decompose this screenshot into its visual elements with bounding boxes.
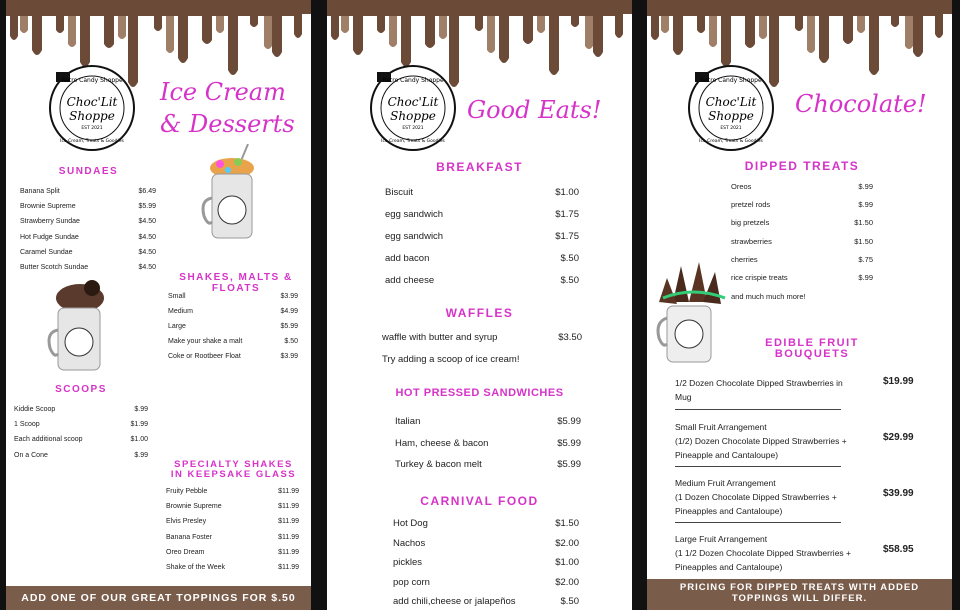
section-heading-breakfast: BREAKFAST <box>436 160 523 174</box>
menu-item-price: $1.00 <box>130 436 148 444</box>
menu-item-price: $6.49 <box>138 188 156 195</box>
dipped-more-note <box>731 291 881 303</box>
menu-item <box>393 594 579 610</box>
menu-item-name: waffle with butter and syrup <box>382 332 498 343</box>
footer-line2: TOPPINGS WILL DIFFER. <box>731 593 868 604</box>
menu-item-name: Banana Foster <box>166 533 212 541</box>
menu-item <box>20 232 156 244</box>
bouquet-description-line: (1 Dozen Chocolate Dipped Strawberries + <box>675 492 837 502</box>
page-title: Chocolate! <box>795 90 927 118</box>
menu-item <box>14 434 148 446</box>
menu-item-price: $.50 <box>560 253 579 264</box>
menu-item-price: $11.99 <box>278 533 299 541</box>
section-heading-carnival: CARNIVAL FOOD <box>420 494 539 508</box>
menu-item <box>166 547 299 559</box>
section-heading-waffles: WAFFLES <box>445 306 514 320</box>
bouquet-price: $58.95 <box>883 544 914 555</box>
svg-text:Ice Cream, Treats & Goodies: Ice Cream, Treats & Goodies <box>381 139 445 144</box>
svg-text:Shoppe: Shoppe <box>390 109 436 123</box>
svg-text:Choc'Lit: Choc'Lit <box>66 95 118 109</box>
svg-text:EST 2021: EST 2021 <box>81 126 103 131</box>
svg-text:Choc'Lit: Choc'Lit <box>387 95 439 109</box>
menu-item <box>168 321 298 333</box>
menu-item-name: Oreos <box>731 182 752 191</box>
menu-item <box>393 516 579 532</box>
page-title-line1: Ice Cream <box>160 78 286 106</box>
waffle-note-text: Try adding a scoop of ice cream! <box>382 354 520 365</box>
menu-item-name: Italian <box>395 416 421 427</box>
menu-item-price: $3.50 <box>558 332 582 343</box>
menu-item <box>168 351 298 363</box>
menu-item <box>166 516 299 528</box>
menu-item-name: add cheese <box>385 275 435 286</box>
bouquet-description-line: Pineapple and Cantaloupe) <box>675 450 779 460</box>
svg-text:Retro Candy Shoppe: Retro Candy Shoppe <box>382 77 444 84</box>
menu-item-price: $.75 <box>858 254 873 264</box>
bouquet-description-line: Pineapples and Cantaloupe) <box>675 506 783 516</box>
menu-item-name: Brownie Supreme <box>20 203 76 211</box>
menu-item-name: Kiddie Scoop <box>14 406 56 413</box>
menu-panel-chocolate <box>647 0 952 610</box>
menu-item-name: Turkey & bacon melt <box>395 459 482 470</box>
menu-item-price: $11.99 <box>278 503 299 511</box>
menu-item-price: $5.99 <box>280 323 298 330</box>
section-heading-specialty <box>166 460 301 480</box>
menu-item <box>393 575 579 591</box>
menu-item-name: Ham, cheese & bacon <box>395 437 489 449</box>
bouquet-description <box>675 376 879 404</box>
menu-item-name: cherries <box>731 254 758 264</box>
page-title: Good Eats! <box>467 96 602 124</box>
menu-item <box>14 419 148 431</box>
menu-item <box>20 186 156 198</box>
menu-item-price: $11.99 <box>278 488 299 495</box>
menu-item-price: $4.50 <box>138 248 156 256</box>
bouquet-description-line: Large Fruit Arrangement <box>675 534 768 544</box>
menu-item <box>393 536 579 552</box>
menu-item-price: $4.99 <box>280 308 298 315</box>
bouquet-description-line: (1 1/2 Dozen Chocolate Dipped Strawberries + <box>675 548 851 558</box>
menu-item-name: big pretzels <box>731 218 770 228</box>
dipped-more-text: and much much more! <box>731 292 806 301</box>
svg-text:Ice Cream, Treats & Goodies: Ice Cream, Treats & Goodies <box>699 139 763 144</box>
menu-item-price: $.99 <box>134 451 148 459</box>
menu-item-name: Coke or Rootbeer Float <box>168 353 241 360</box>
menu-item-price: $2.00 <box>555 537 579 549</box>
menu-item-price: $1.75 <box>555 209 579 220</box>
menu-item-price: $3.99 <box>280 293 298 300</box>
choclit-shoppe-logo <box>685 62 777 154</box>
menu-item-name: rice crispie treats <box>731 273 788 282</box>
menu-item <box>20 216 156 228</box>
menu-item <box>166 486 299 498</box>
menu-item-name: Each additional scoop <box>14 436 83 444</box>
menu-item-price: $1.99 <box>130 421 148 429</box>
menu-item-name: Caramel Sundae <box>20 248 73 256</box>
menu-item <box>166 532 299 544</box>
menu-item-name: egg sandwich <box>385 231 444 242</box>
toppings-footer: ADD ONE OF OUR GREAT TOPPINGS FOR $.50 <box>6 586 311 610</box>
menu-item-name: Fruity Pebble <box>166 488 208 495</box>
choclit-shoppe-logo <box>367 62 459 154</box>
menu-item-price: $.99 <box>858 182 873 191</box>
bouquet-price: $19.99 <box>883 376 914 387</box>
menu-item <box>14 404 148 416</box>
choclit-shoppe-logo <box>46 62 138 154</box>
menu-item <box>166 562 299 574</box>
menu-item <box>385 185 579 201</box>
menu-item <box>385 273 579 289</box>
menu-item-name: Elvis Presley <box>166 518 207 526</box>
menu-item-price: $5.99 <box>557 416 581 427</box>
section-heading-bouquets-line1: EDIBLE FRUIT <box>765 337 859 349</box>
menu-item-name: Hot Dog <box>393 518 428 529</box>
menu-panel-ice-cream <box>6 0 311 610</box>
menu-item-price: $.50 <box>284 338 298 345</box>
menu-item-price: $11.99 <box>278 564 299 571</box>
menu-item <box>385 207 579 223</box>
menu-item <box>385 229 579 245</box>
menu-item-price: $2.00 <box>555 576 579 588</box>
menu-item-name: Shake of the Week <box>166 564 226 571</box>
menu-item-price: $4.50 <box>138 233 156 241</box>
bouquet-description-line: Small Fruit Arrangement <box>675 422 767 432</box>
menu-item <box>20 201 156 213</box>
menu-item-name: pop corn <box>393 576 430 588</box>
menu-panel-good-eats <box>327 0 632 610</box>
menu-item-name: 1 Scoop <box>14 421 40 429</box>
menu-item <box>168 291 298 303</box>
menu-item-price: $11.99 <box>278 518 299 526</box>
menu-item-price: $5.99 <box>138 203 156 211</box>
menu-item-name: pretzel rods <box>731 200 771 210</box>
menu-item-name: egg sandwich <box>385 209 444 220</box>
oreo-shake-glass-image <box>44 278 114 374</box>
bouquet-price: $39.99 <box>883 488 914 499</box>
bouquet-price: $29.99 <box>883 432 914 443</box>
menu-item <box>731 272 873 284</box>
bouquet-description <box>675 532 879 574</box>
menu-item-price: $1.50 <box>555 518 579 529</box>
menu-item-name: Banana Split <box>20 188 60 195</box>
svg-text:Retro Candy Shoppe: Retro Candy Shoppe <box>700 77 762 84</box>
bouquet-description <box>675 420 879 462</box>
menu-item-price: $1.50 <box>854 218 873 228</box>
menu-item <box>20 262 156 274</box>
menu-item-price: $1.00 <box>555 557 579 568</box>
bouquet-description-line: 1/2 Dozen Chocolate Dipped Strawberries in <box>675 378 843 388</box>
svg-text:EST 2021: EST 2021 <box>402 126 424 131</box>
menu-item-name: Nachos <box>393 537 426 549</box>
menu-item-name: On a Cone <box>14 451 48 459</box>
section-heading-dipped-treats: DIPPED TREATS <box>744 159 860 173</box>
milkshake-glass-image <box>198 144 268 244</box>
menu-item-price: $5.99 <box>557 437 581 449</box>
menu-item-price: $3.99 <box>280 353 298 360</box>
divider <box>675 409 841 410</box>
menu-item-price: $1.00 <box>555 187 579 198</box>
dipped-pricing-footer <box>647 579 952 610</box>
menu-item-name: add bacon <box>385 253 430 264</box>
menu-item <box>385 251 579 267</box>
menu-item <box>393 555 579 571</box>
section-heading-shakes-line2: FLOATS <box>211 283 261 294</box>
menu-item <box>168 306 298 318</box>
svg-text:Shoppe: Shoppe <box>708 109 754 123</box>
page-title-line2: & Desserts <box>160 110 295 138</box>
svg-text:Choc'Lit: Choc'Lit <box>705 95 757 109</box>
menu-item <box>731 254 873 266</box>
menu-item <box>382 330 582 346</box>
menu-item-name: Brownie Supreme <box>166 503 222 511</box>
menu-item <box>731 181 873 193</box>
svg-text:Retro Candy Shoppe: Retro Candy Shoppe <box>61 77 123 84</box>
menu-item-price: $.99 <box>858 273 873 282</box>
menu-item-price: $.50 <box>560 596 579 607</box>
menu-item-name: strawberries <box>731 236 772 246</box>
bouquet-description-line: Mug <box>675 392 692 402</box>
menu-item-price: $.99 <box>858 200 873 210</box>
bouquet-description <box>675 476 879 518</box>
bouquet-description-line: (1/2) Dozen Chocolate Dipped Strawberries + <box>675 436 847 446</box>
footer-line1: PRICING FOR DIPPED TREATS WITH ADDED <box>679 582 920 593</box>
menu-item-name: Large <box>168 323 186 330</box>
section-heading-specialty-line1: SPECIALTY SHAKES <box>174 459 293 470</box>
menu-item-name: pickles <box>393 557 423 568</box>
menu-item-name: Strawberry Sundae <box>20 218 80 226</box>
section-heading-bouquets-line2: BOUQUETS <box>774 348 850 360</box>
menu-item-name: Medium <box>168 308 193 315</box>
section-heading-sandwiches: HOT PRESSED SANDWICHES <box>395 387 564 399</box>
menu-item-price: $.99 <box>134 406 148 413</box>
menu-item-name: Hot Fudge Sundae <box>20 233 79 241</box>
svg-text:Ice Cream, Treats & Goodies: Ice Cream, Treats & Goodies <box>60 139 124 144</box>
divider <box>675 466 841 467</box>
menu-item-name: Oreo Dream <box>166 548 205 556</box>
menu-item-name: Small <box>168 293 186 300</box>
divider <box>675 522 841 523</box>
bouquet-description-line: Medium Fruit Arrangement <box>675 478 776 488</box>
bouquet-description-line: Pineapples and Cantaloupe) <box>675 562 783 572</box>
menu-item-name: add chili,cheese or jalapeños <box>393 596 516 607</box>
menu-item <box>731 199 873 211</box>
menu-item-price: $5.99 <box>557 459 581 470</box>
menu-item <box>731 236 873 248</box>
svg-text:EST 2021: EST 2021 <box>720 126 742 131</box>
section-heading-sundaes: SUNDAES <box>58 166 119 177</box>
menu-item-price: $4.50 <box>138 218 156 226</box>
waffle-note <box>382 352 602 368</box>
menu-item-price: $.50 <box>560 275 579 286</box>
menu-item <box>168 336 298 348</box>
menu-item-name: Biscuit <box>385 187 413 198</box>
menu-item <box>731 217 873 229</box>
svg-text:Shoppe: Shoppe <box>69 109 115 123</box>
menu-item <box>395 457 581 473</box>
section-heading-specialty-line2: IN KEEPSAKE GLASS <box>170 469 297 480</box>
menu-item-price: $4.50 <box>138 264 156 271</box>
menu-item <box>395 414 581 430</box>
section-heading-bouquets <box>717 338 907 360</box>
menu-item-price: $1.75 <box>555 231 579 242</box>
menu-item-name: Make your shake a malt <box>168 338 243 345</box>
menu-item <box>395 436 581 452</box>
menu-item <box>14 450 148 462</box>
menu-item-price: $1.50 <box>854 236 873 246</box>
menu-item <box>20 247 156 259</box>
menu-item-name: Butter Scotch Sundae <box>20 264 89 271</box>
menu-item <box>166 501 299 513</box>
menu-item-price: $11.99 <box>278 548 299 556</box>
section-heading-scoops: SCOOPS <box>55 384 107 395</box>
section-heading-shakes-line1: SHAKES, MALTS & <box>179 272 293 283</box>
